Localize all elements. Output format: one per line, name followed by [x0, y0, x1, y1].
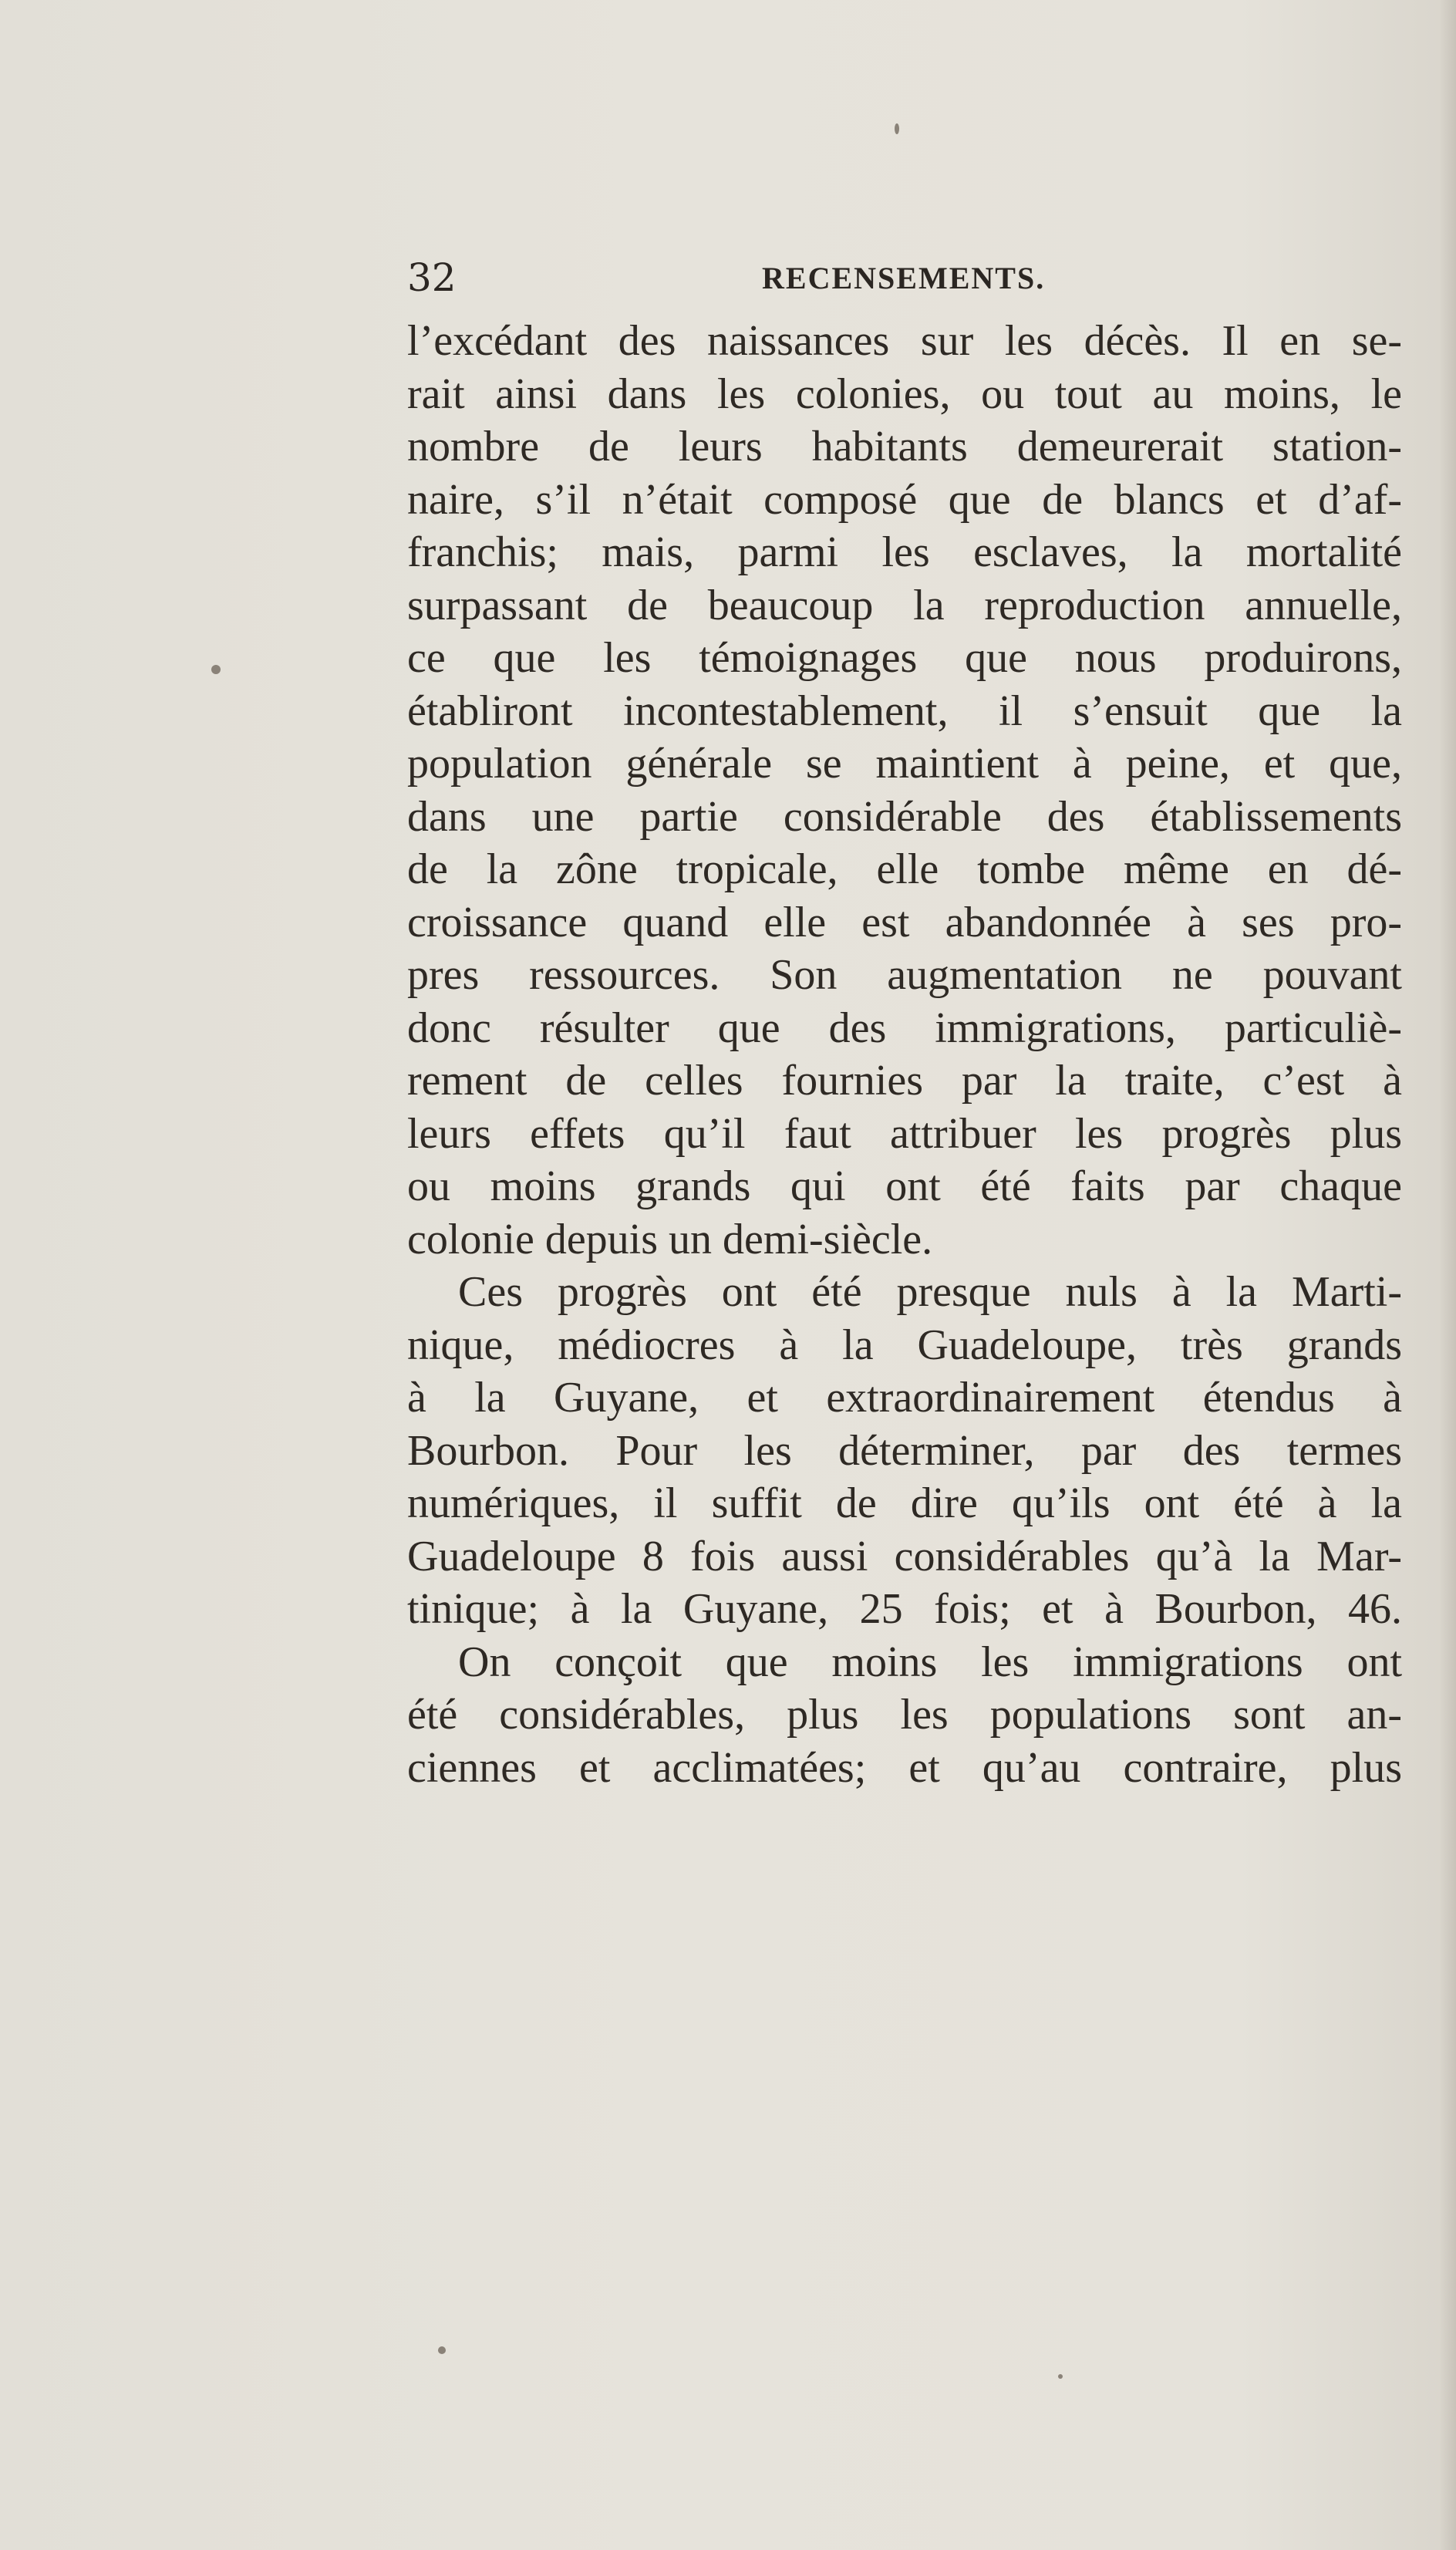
text-line: rement de celles fournies par la traite, c’est à: [407, 1057, 1402, 1105]
text-line: On conçoit que moins les immigrations ont: [458, 1638, 1402, 1686]
text-line: population générale se maintient à peine, et que,: [407, 740, 1402, 788]
text-line: colonie depuis un demi-siècle.: [407, 1215, 933, 1263]
text-line: Guadeloupe 8 fois aussi considérables qu’à la Mar-: [407, 1532, 1402, 1580]
page-number: 32: [407, 255, 457, 300]
body-text: [407, 315, 1402, 1794]
text-line: nique, médiocres à la Guadeloupe, très grands: [407, 1321, 1402, 1369]
running-head: [407, 255, 1410, 301]
text-line: été considérables, plus les populations sont an-: [407, 1691, 1402, 1739]
text-line: tinique; à la Guyane, 25 fois; et à Bourbon, 46.: [407, 1585, 1402, 1633]
text-line: pres ressources. Son augmentation ne pouvant: [407, 951, 1402, 999]
paper-speck: [895, 123, 899, 134]
text-line: franchis; mais, parmi les esclaves, la mortalité: [407, 528, 1402, 576]
paragraph-3: [407, 1636, 1402, 1795]
text-line: surpassant de beaucoup la reproduction annuelle,: [407, 581, 1402, 629]
text-line: ciennes et acclimatées; et qu’au contraire, plus: [407, 1743, 1402, 1792]
text-line: nombre de leurs habitants demeurerait station-: [407, 423, 1402, 471]
text-line: de la zône tropicale, elle tombe même en dé-: [407, 845, 1402, 893]
text-line: Bourbon. Pour les déterminer, par des termes: [407, 1426, 1402, 1475]
text-line: donc résulter que des immigrations, particuliè-: [407, 1003, 1402, 1052]
text-line: croissance quand elle est abandonnée à ses pro-: [407, 898, 1402, 946]
text-line: leurs effets qu’il faut attribuer les progrès plus: [407, 1109, 1402, 1158]
text-line: établiront incontestablement, il s’ensuit que la: [407, 686, 1402, 735]
text-line: Ces progrès ont été presque nuls à la Marti-: [458, 1268, 1402, 1316]
text-line: l’excédant des naissances sur les décès. Il en se-: [407, 317, 1402, 365]
paper-speck: [438, 2346, 446, 2354]
text-line: à la Guyane, et extraordinairement étendus à: [407, 1374, 1402, 1422]
text-line: rait ainsi dans les colonies, ou tout au moins, le: [407, 369, 1402, 418]
paper-speck: [211, 665, 221, 674]
text-line: dans une partie considérable des établissements: [407, 792, 1402, 841]
text-line: naire, s’il n’était composé que de blancs et d’af-: [407, 475, 1402, 524]
paragraph-2: [407, 1266, 1402, 1636]
paragraph-1: [407, 315, 1402, 1266]
text-line: ce que les témoignages que nous produirons,: [407, 634, 1402, 682]
page-edge-shadow: [1439, 0, 1456, 2550]
paper-speck: [1058, 2374, 1063, 2379]
text-line: numériques, il suffit de dire qu’ils ont été à la: [407, 1479, 1402, 1527]
running-title: RECENSEMENTS.: [762, 261, 1046, 295]
text-line: ou moins grands qui ont été faits par chaque: [407, 1162, 1402, 1210]
